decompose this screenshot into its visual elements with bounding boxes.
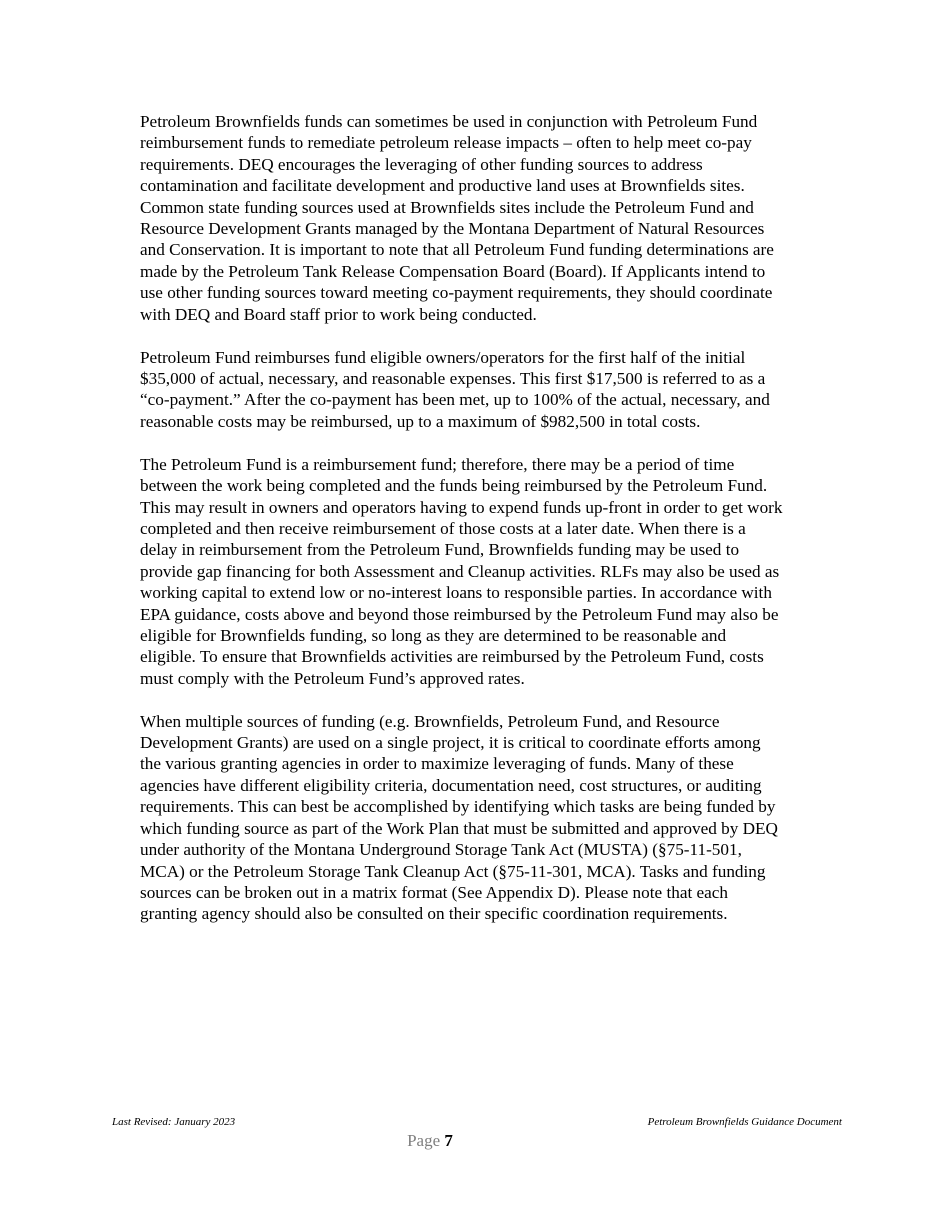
page-label: Page [407,1131,441,1150]
document-body [140,111,840,946]
paragraph-multiple-funding-sources: When multiple sources of funding (e.g. Brownfields, Petroleum Fund, and Resource Development Grants) are used on a single project, it is critical to coordinate efforts among the various granting agencies in order to maximize leveraging of funds. Many of these agencies have different eligibility criteria, documentation need, cost structures, or auditing requirements. This can best be accomplished by identifying which tasks are being funded by which funding source as part of the Work Plan that must be submitted and approved by DEQ under authority of the Montana Underground Storage Tank Act (MUSTA) (§75-11-501, MCA) or the Petroleum Storage Tank Cleanup Act (§75-11-301, MCA). Tasks and funding sources can be broken out in a matrix format (See Appendix D). Please note that each granting agency should also be consulted on their specific coordination requirements. [140,711,778,924]
paragraph-co-payment: Petroleum Fund reimburses fund eligible owners/operators for the first half of the initial $35,000 of actual, necessary, and reasonable expenses. This first $17,500 is referred to as a “co-payment.” After the co-payment has been met, up to 100% of the actual, necessary, and reasonable costs may be reimbursed, up to a maximum of $982,500 in total costs. [140,347,770,431]
footer-last-revised: Last Revised: January 2023 [112,1116,236,1128]
paragraph-petroleum-brownfields-funds: Petroleum Brownfields funds can sometimes be used in conjunction with Petroleum Fund reimbursement funds to remediate petroleum release impacts – often to help meet co-pay requirements. DEQ encourages the leveraging of other funding sources to address contamination and facilitate development and productive land uses at Brownfields sites. Common state funding sources used at Brownfields sites include the Petroleum Fund and Resource Development Grants managed by the Montana Department of Natural Resources and Conservation. It is important to note that all Petroleum Fund funding determinations are made by the Petroleum Tank Release Compensation Board (Board). If Applicants intend to use other funding sources toward meeting co-payment requirements, they should coordinate with DEQ and Board staff prior to work being conducted. [140,112,774,324]
paragraph-reimbursement-fund: The Petroleum Fund is a reimbursement fund; therefore, there may be a period of time between the work being completed and the funds being reimbursed by the Petroleum Fund. This may result in owners and operators having to expend funds up-front in order to get work completed and then receive reimbursement of those costs at a later date. When there is a delay in reimbursement from the Petroleum Fund, Brownfields funding may be used to provide gap financing for both Assessment and Cleanup activities. RLFs may also be used as working capital to extend low or no-interest loans to responsible parties. In accordance with EPA guidance, costs above and beyond those reimbursed by the Petroleum Fund may also be eligible for Brownfields funding, so long as they are determined to be reasonable and eligible. To ensure that Brownfields activities are reimbursed by the Petroleum Fund, costs must comply with the Petroleum Fund’s approved rates. [140,454,783,688]
page-number-value: 7 [444,1131,453,1150]
page-number [0,1131,860,1151]
footer-document-title: Petroleum Brownfields Guidance Document [647,1116,842,1128]
